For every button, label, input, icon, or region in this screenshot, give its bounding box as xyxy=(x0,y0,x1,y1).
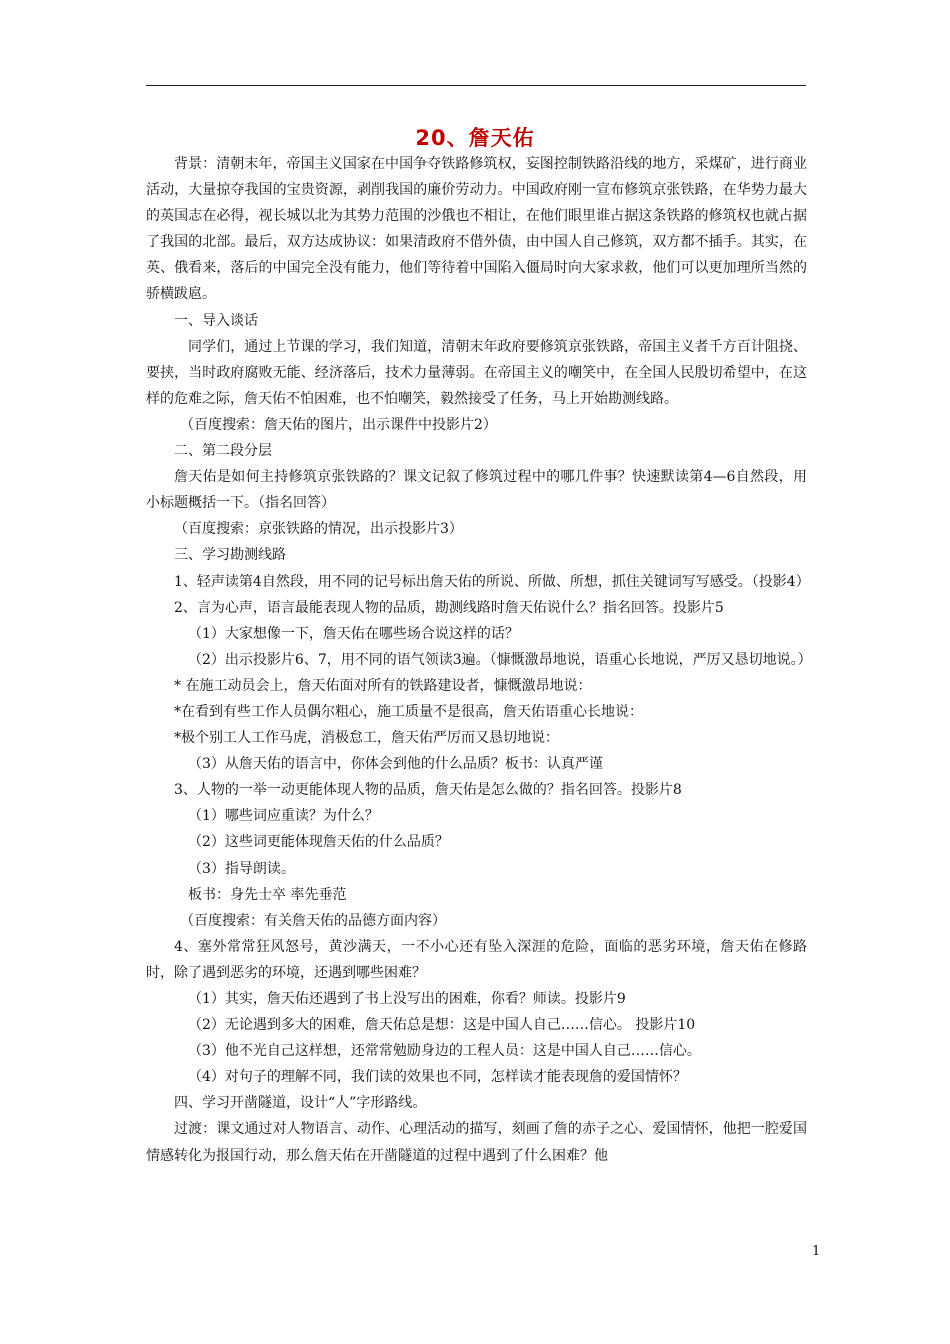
paragraph-sub: （4）对句子的理解不同，我们读的效果也不同，怎样读才能表现詹的爱国情怀？ xyxy=(188,1069,687,1086)
paragraph-step: 2、言为心声，语言最能表现人物的品质，勘测线路时詹天佑说什么？指名回答。投影片5 xyxy=(174,599,724,616)
paragraph-note: （百度搜索：有关詹天佑的品德方面内容） xyxy=(180,912,446,929)
paragraph-step: 3、人物的一举一动更能体现人物的品质，詹天佑是怎么做的？指名回答。投影片8 xyxy=(174,782,682,799)
paragraph-note: （百度搜索：京张铁路的情况，出示投影片3） xyxy=(174,521,463,538)
document-body xyxy=(146,151,812,1169)
paragraph-sub: （1）其实，詹天佑还遇到了书上没写出的困难，你看？师读。投影片9 xyxy=(188,991,626,1007)
paragraph-sub: （1）哪些词应重读？为什么？ xyxy=(188,808,379,825)
paragraph-sub: （2）无论遇到多大的困难，詹天佑总是想：这是中国人自己……信心。 投影片10 xyxy=(188,1017,696,1034)
document-title: 20、詹天佑 xyxy=(415,126,535,150)
paragraph-note: （百度搜索：詹天佑的图片，出示课件中投影片2） xyxy=(180,416,497,433)
paragraph-blackboard: 板书：身先士卒 率先垂范 xyxy=(188,886,347,903)
paragraph-sub: （2）这些词更能体现詹天佑的什么品质？ xyxy=(188,834,449,851)
paragraph-sub: （1）大家想像一下，詹天佑在哪些场合说这样的话？ xyxy=(188,625,519,642)
section-heading-2: 二、第二段分层 xyxy=(174,443,272,460)
paragraph-sub: （3）从詹天佑的语言中，你体会到他的什么品质？板书：认真严谨 xyxy=(188,756,603,773)
paragraph-question: 詹天佑是如何主持修筑京张铁路的？课文记叙了修筑过程中的哪几件事？快速默读第4—6自然段，用小标题概括一下。（指名回答） xyxy=(146,469,807,512)
section-heading-3: 三、学习勘测线路 xyxy=(174,547,286,564)
section-heading-4: 四、学习开凿隧道，设计“人”字形路线。 xyxy=(174,1095,427,1112)
paragraph-transition: 过渡：课文通过对人物语言、动作、心理活动的描写，刻画了詹的赤子之心、爱国情怀，他把一腔爱国情感转化为报国行动，那么詹天佑在开凿隧道的过程中遇到了什么困难？他 xyxy=(146,1121,807,1164)
paragraph-bullet: *在看到有些工作人员偶尔粗心，施工质量不是很高，詹天佑语重心长地说： xyxy=(174,703,643,720)
paragraph-bullet: * 在施工动员会上，詹天佑面对所有的铁路建设者，慷慨激昂地说： xyxy=(174,677,592,694)
paragraph-sub: （3）指导朗读。 xyxy=(188,860,295,877)
paragraph-step: 4、塞外常常狂风怒号，黄沙满天，一不小心还有坠入深涯的危险，面临的恶劣环境，詹天佑在修路时，除了遇到恶劣的环境，还遇到哪些困难？ xyxy=(146,938,807,981)
paragraph-intro: 同学们，通过上节课的学习，我们知道，清朝末年政府要修筑京张铁路，帝国主义者千方百计阻挠、要挟，当时政府腐败无能、经济落后，技术力量薄弱。在帝国主义的嘲笑中，在全国人民殷切希望中，在这样的危难之际，詹天佑不怕困难，也不怕嘲笑，毅然接受了任务，马上开始勘测线路。 xyxy=(146,338,807,407)
paragraph-background: 背景：清朝末年，帝国主义国家在中国争夺铁路修筑权，妄图控制铁路沿线的地方，采煤矿，进行商业活动，大量掠夺我国的宝贵资源，剥削我国的廉价劳动力。中国政府刚一宣布修筑京张铁路，在华势力最大的英国志在必得，视长城以北为其势力范围的沙俄也不相让，在他们眼里谁占据这条铁路的修筑权也就占据了我国的北部。最后，双方达成协议：如果清政府不借外债，由中国人自己修筑，双方都不插手。其实，在英、俄看来，落后的中国完全没有能力，他们等待着中国陷入僵局时向大家求救，他们可以更加理所当然的骄横跋扈。 xyxy=(146,156,807,303)
header-rule xyxy=(146,85,806,86)
page-number-text: 1 xyxy=(812,1244,821,1259)
section-heading-1: 一、导入谈话 xyxy=(174,312,258,329)
paragraph-sub: （3）他不光自己这样想，还常常勉励身边的工程人员：这是中国人自己……信心。 xyxy=(188,1043,701,1060)
paragraph-sub: （2）出示投影片6、7，用不同的语气领读3遍。（慷慨激昂地说，语重心长地说，严厉又恳切地说。） xyxy=(188,651,812,668)
paragraph-step: 1、轻声读第4自然段，用不同的记号标出詹天佑的所说、所做、所想，抓住关键词写写感受。（投影4） xyxy=(174,573,810,590)
paragraph-bullet: *极个别工人工作马虎，消极怠工，詹天佑严厉而又恳切地说： xyxy=(174,730,559,747)
